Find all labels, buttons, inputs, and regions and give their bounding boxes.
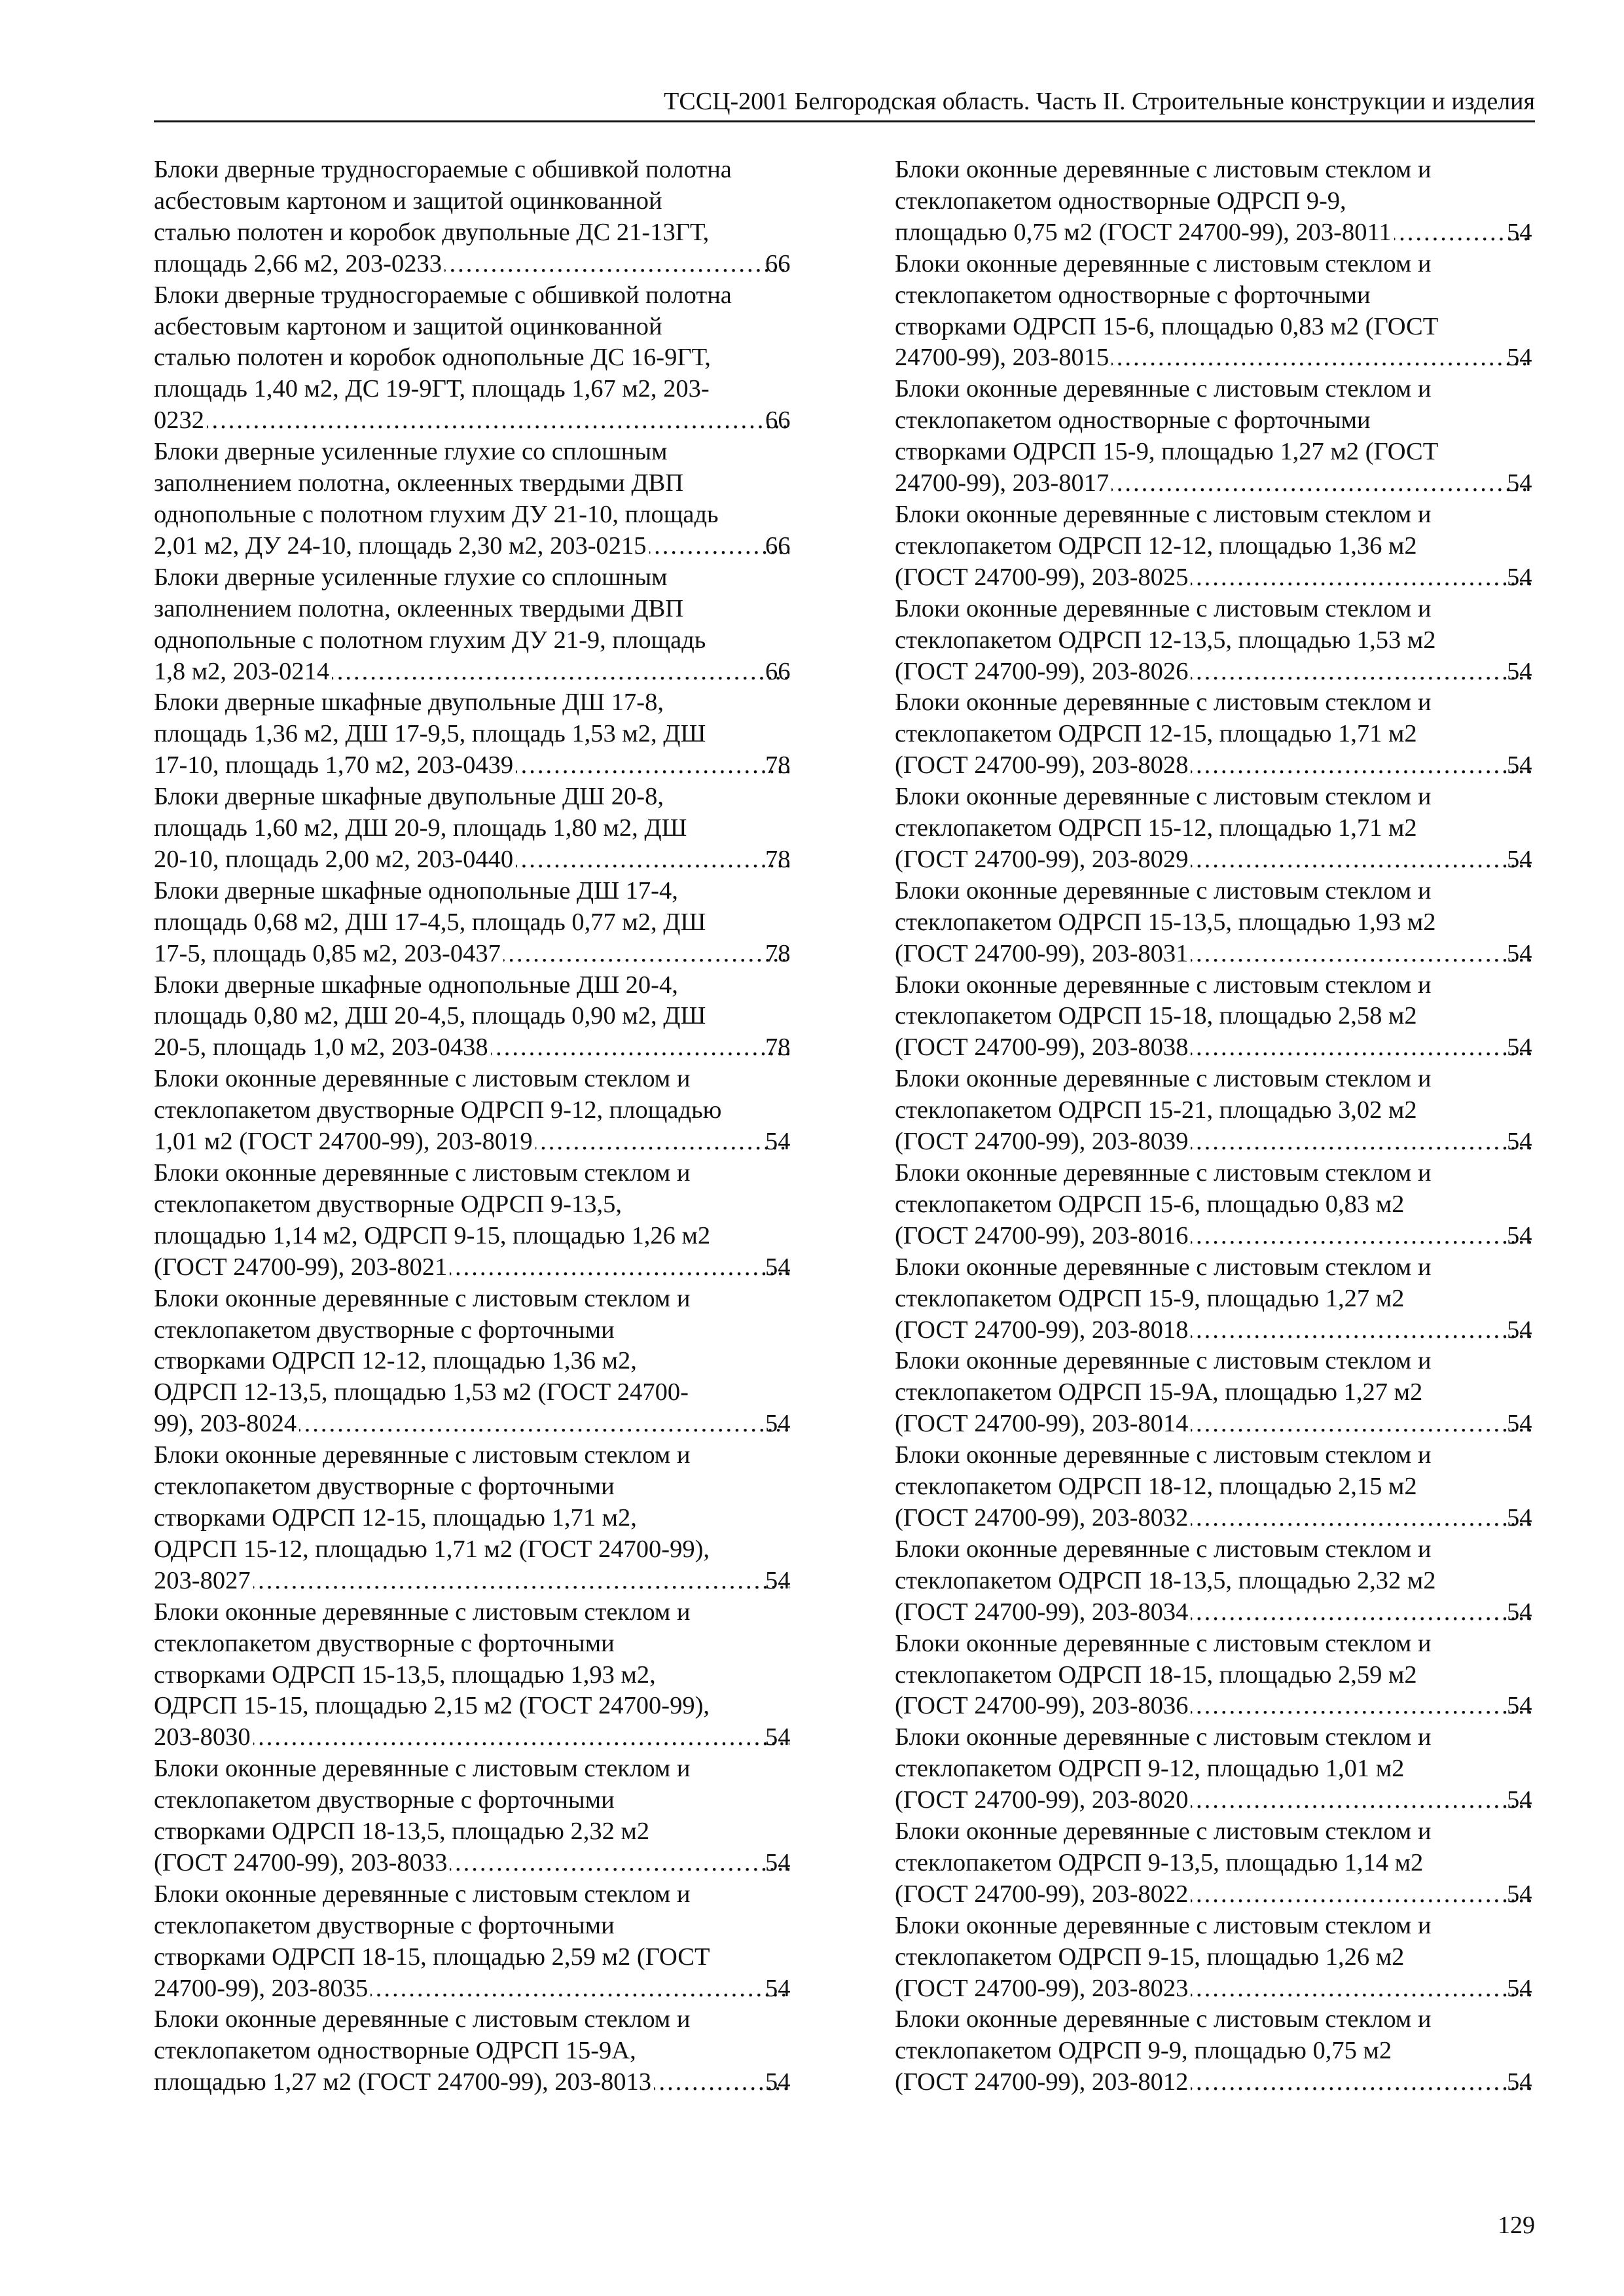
index-entry	[154, 970, 793, 1064]
index-entry-last-text: 24700-99), 203-8017	[895, 469, 1110, 497]
index-entry-line: Блоки дверные шкафные однопольные ДШ 17-4,	[154, 876, 678, 905]
index-entry-line: створками ОДРСП 12-15, площадью 1,71 м2,	[154, 1503, 637, 1532]
index-entry-last-line: (ГОСТ 24700-99), 203-8033 ..... 54	[182, 1848, 793, 1879]
index-entry-line: ОДРСП 15-12, площадью 1,71 м2 (ГОСТ 24700-99),	[154, 1535, 710, 1563]
index-entry-last-line: (ГОСТ 24700-99), 203-8021 ..... 54	[182, 1252, 793, 1283]
index-entry	[154, 437, 793, 562]
index-entry-line: Блоки оконные деревянные с листовым стеклом и	[895, 1723, 1432, 1751]
dot-leader	[332, 656, 789, 688]
index-entry-line: створками ОДРСП 15-6, площадью 0,83 м2 (ГОСТ	[895, 312, 1439, 340]
dot-leader	[1191, 1408, 1531, 1440]
index-entry	[895, 1158, 1535, 1252]
index-entry-line: Блоки оконные деревянные с листовым стеклом и	[895, 1818, 1432, 1846]
index-entry-line: стеклопакетом ОДРСП 15-9А, площадью 1,27 м2	[895, 1378, 1423, 1407]
index-entry	[895, 1346, 1535, 1440]
dot-leader	[1111, 468, 1531, 499]
index-entry	[895, 594, 1535, 688]
index-entry-line: Блоки оконные деревянные с листовым стеклом и	[895, 594, 1432, 622]
dot-leader	[450, 1252, 789, 1283]
index-entry-last-line: (ГОСТ 24700-99), 203-8028 ..... 54	[923, 750, 1535, 781]
dot-leader	[207, 405, 789, 437]
index-entry-line: стеклопакетом двустворные ОДРСП 9-12, площадью	[154, 1096, 722, 1124]
index-entry	[154, 562, 793, 688]
index-entry-line: Блоки оконные деревянные с листовым стеклом и	[154, 2005, 691, 2034]
index-entry-last-text: 99), 203-8024	[154, 1410, 297, 1438]
index-entry-line: асбестовым картоном и защитой оцинкованной	[154, 187, 662, 215]
index-entry-last-line: 20-5, площадь 1,0 м2, 203-0438 ..... 78	[182, 1032, 793, 1064]
index-entry-line: площадь 0,80 м2, ДШ 20-4,5, площадь 0,90 м2, ДШ	[154, 1002, 706, 1030]
index-entry-line: стеклопакетом ОДРСП 12-15, площадью 1,71 м2	[895, 720, 1417, 748]
index-entry-last-line: (ГОСТ 24700-99), 203-8023 ..... 54	[923, 1973, 1535, 2005]
index-entry-last-line: площадью 1,27 м2 (ГОСТ 24700-99), 203-8013 ..... 54	[182, 2067, 793, 2098]
index-entry	[154, 1597, 793, 1754]
index-column-right	[895, 154, 1535, 2098]
dot-leader	[1191, 1032, 1531, 1064]
index-entry-last-text: (ГОСТ 24700-99), 203-8039	[895, 1128, 1189, 1156]
index-entry-last-line: 203-8030 ..... 54	[182, 1722, 793, 1753]
index-entry-last-text: (ГОСТ 24700-99), 203-8021	[154, 1253, 448, 1281]
index-entry-last-text: (ГОСТ 24700-99), 203-8038	[895, 1033, 1189, 1062]
index-entry-line: стеклопакетом ОДРСП 18-13,5, площадью 2,32 м2	[895, 1566, 1436, 1594]
index-entry-line: Блоки оконные деревянные с листовым стеклом и	[895, 1065, 1432, 1093]
index-entry	[895, 1252, 1535, 1346]
index-entry	[895, 1628, 1535, 1723]
index-entry-last-line: 1,8 м2, 203-0214 ..... 66	[182, 656, 793, 688]
index-entry-line: стеклопакетом ОДРСП 15-13,5, площадью 1,93 м2	[895, 908, 1436, 936]
index-entry-line: Блоки оконные деревянные с листовым стеклом и	[154, 1065, 691, 1093]
index-entry-last-line: (ГОСТ 24700-99), 203-8036 ..... 54	[923, 1691, 1535, 1722]
index-entry-line: Блоки оконные деревянные с листовым стеклом и	[895, 1535, 1432, 1563]
index-entry-last-line: (ГОСТ 24700-99), 203-8039 ..... 54	[923, 1126, 1535, 1158]
index-entry-line: стеклопакетом двустворные ОДРСП 9-13,5,	[154, 1190, 622, 1218]
index-entry-line: Блоки дверные трудносгораемые с обшивкой полотна	[154, 281, 732, 309]
index-entry-line: стеклопакетом ОДРСП 9-12, площадью 1,01 м2	[895, 1755, 1405, 1783]
index-entry	[895, 876, 1535, 970]
index-entry-line: Блоки оконные деревянные с листовым стеклом и	[895, 783, 1432, 811]
index-entry-last-line: 99), 203-8024 ..... 54	[182, 1408, 793, 1440]
dot-leader	[1191, 1785, 1531, 1816]
index-entry-line: заполнением полотна, оклеенных твердыми ДВП	[154, 469, 684, 497]
index-entry-last-text: 24700-99), 203-8035	[154, 1974, 369, 2002]
index-entry	[154, 1064, 793, 1158]
index-entry	[895, 1064, 1535, 1158]
index-entry-last-text: (ГОСТ 24700-99), 203-8033	[154, 1848, 448, 1876]
index-entry-line: стеклопакетом ОДРСП 15-21, площадью 3,02 м2	[895, 1096, 1417, 1124]
index-entry-line: Блоки оконные деревянные с листовым стеклом и	[154, 1441, 691, 1469]
index-entry-last-text: 2,01 м2, ДУ 24-10, площадь 2,30 м2, 203-0215	[154, 531, 647, 560]
index-entry-line: Блоки оконные деревянные с листовым стеклом и	[895, 971, 1432, 999]
dot-leader	[503, 939, 789, 970]
dot-leader	[1191, 939, 1531, 970]
index-entry-line: Блоки оконные деревянные с листовым стеклом и	[895, 1441, 1432, 1469]
index-entry-line: асбестовым картоном и защитой оцинкованной	[154, 312, 662, 340]
index-entry-last-text: (ГОСТ 24700-99), 203-8018	[895, 1316, 1189, 1344]
index-entry-line: Блоки оконные деревянные с листовым стеклом и	[895, 156, 1432, 183]
index-entry	[895, 1440, 1535, 1534]
index-entry	[895, 687, 1535, 781]
index-entry-line: Блоки оконные деревянные с листовым стеклом и	[895, 375, 1432, 403]
index-entry-last-line: (ГОСТ 24700-99), 203-8034 ..... 54	[923, 1597, 1535, 1628]
index-entry	[895, 781, 1535, 876]
index-entry-last-line: (ГОСТ 24700-99), 203-8014 ..... 54	[923, 1408, 1535, 1440]
index-entry-last-text: (ГОСТ 24700-99), 203-8022	[895, 1880, 1189, 1908]
index-entry	[154, 280, 793, 437]
index-entry-last-line: (ГОСТ 24700-99), 203-8016 ..... 54	[923, 1221, 1535, 1252]
index-entry	[154, 1440, 793, 1597]
index-entry-line: площадь 1,40 м2, ДС 19-9ГТ, площадь 1,67 м2, 203-	[154, 375, 710, 403]
index-entry-last-line: (ГОСТ 24700-99), 203-8032 ..... 54	[923, 1503, 1535, 1534]
index-entry	[895, 154, 1535, 249]
index-entry	[895, 499, 1535, 594]
index-entry-line: стеклопакетом одностворные ОДРСП 15-9А,	[154, 2037, 636, 2065]
index-entry-line: стеклопакетом ОДРСП 9-13,5, площадью 1,14 м2	[895, 1848, 1424, 1876]
index-entry-last-line: 2,01 м2, ДУ 24-10, площадь 2,30 м2, 203-0215 ..... 66	[182, 531, 793, 562]
index-entry-last-text: 1,8 м2, 203-0214	[154, 657, 330, 685]
index-entry-line: стеклопакетом ОДРСП 15-12, площадью 1,71 м2	[895, 814, 1417, 842]
index-entry-line: Блоки оконные деревянные с листовым стеклом и	[895, 1347, 1432, 1375]
index-entry	[154, 1283, 793, 1441]
index-entry-last-text: 203-8027	[154, 1566, 251, 1594]
index-entry-last-text: (ГОСТ 24700-99), 203-8032	[895, 1503, 1189, 1532]
index-entry-line: Блоки оконные деревянные с листовым стеклом и	[154, 1880, 691, 1908]
index-entry-line: створками ОДРСП 15-9, площадью 1,27 м2 (ГОСТ	[895, 438, 1439, 466]
index-entry-last-text: площадью 1,27 м2 (ГОСТ 24700-99), 203-8013	[154, 2068, 651, 2096]
dot-leader	[1191, 656, 1531, 688]
dot-leader	[1191, 1221, 1531, 1252]
index-entry-last-line: 203-8027 ..... 54	[182, 1566, 793, 1597]
index-entry-last-line: 1,01 м2 (ГОСТ 24700-99), 203-8019 ..... 54	[182, 1126, 793, 1158]
index-entry	[154, 1753, 793, 1879]
dot-leader	[535, 1126, 789, 1158]
index-entry-last-line: (ГОСТ 24700-99), 203-8029 ..... 54	[923, 844, 1535, 876]
index-entry-last-text: (ГОСТ 24700-99), 203-8020	[895, 1786, 1189, 1814]
index-entry-last-text: 1,01 м2 (ГОСТ 24700-99), 203-8019	[154, 1128, 533, 1156]
index-entry-last-text: (ГОСТ 24700-99), 203-8014	[895, 1410, 1189, 1438]
index-entry-last-line: (ГОСТ 24700-99), 203-8038 ..... 54	[923, 1032, 1535, 1064]
index-entry-last-text: 20-5, площадь 1,0 м2, 203-0438	[154, 1033, 488, 1062]
dot-leader	[1191, 1879, 1531, 1910]
index-entry-line: Блоки оконные деревянные с листовым стеклом и	[154, 1284, 691, 1312]
index-entry-line: Блоки оконные деревянные с листовым стеклом и	[154, 1159, 691, 1187]
index-entry-line: стеклопакетом двустворные с форточными	[154, 1629, 615, 1657]
index-entry-last-text: 203-8030	[154, 1723, 251, 1751]
index-entry	[154, 1879, 793, 2005]
dot-leader	[299, 1408, 789, 1440]
index-entry-line: однопольные с полотном глухим ДУ 21-9, площадь	[154, 626, 706, 654]
index-entry-line: площадь 1,36 м2, ДШ 17-9,5, площадь 1,53 м2, ДШ	[154, 720, 706, 748]
index-entry-last-text: 20-10, площадь 2,00 м2, 203-0440	[154, 845, 514, 873]
index-entry-line: стеклопакетом двустворные с форточными	[154, 1316, 615, 1344]
index-entry-line: стеклопакетом ОДРСП 15-18, площадью 2,58 м2	[895, 1002, 1417, 1030]
index-entry	[895, 1534, 1535, 1628]
dot-leader	[1191, 1315, 1531, 1346]
index-entry-last-line: 20-10, площадь 2,00 м2, 203-0440 ..... 78	[182, 844, 793, 876]
index-entry-last-line: 24700-99), 203-8015 ..... 54	[923, 342, 1535, 374]
dot-leader	[1191, 1597, 1531, 1628]
index-entry-line: стеклопакетом двустворные с форточными	[154, 1911, 615, 1939]
index-entry-last-text: 17-5, площадь 0,85 м2, 203-0437	[154, 939, 501, 967]
dot-leader	[370, 1973, 789, 2005]
index-entry-line: однопольные с полотном глухим ДУ 21-10, площадь	[154, 500, 719, 528]
index-entry-last-line: 17-10, площадь 1,70 м2, 203-0439 ..... 78	[182, 750, 793, 781]
index-entry-line: Блоки оконные деревянные с листовым стеклом и	[154, 1755, 691, 1783]
index-entry-last-text: (ГОСТ 24700-99), 203-8016	[895, 1221, 1189, 1249]
index-entry-last-line: (ГОСТ 24700-99), 203-8031 ..... 54	[923, 939, 1535, 970]
index-entry-line: стеклопакетом двустворные с форточными	[154, 1786, 615, 1814]
index-entry	[895, 374, 1535, 499]
index-entry-last-text: 17-10, площадь 1,70 м2, 203-0439	[154, 751, 514, 780]
index-entry	[895, 970, 1535, 1064]
index-entry-line: Блоки оконные деревянные с листовым стеклом и	[895, 1253, 1432, 1281]
index-entry-last-text: (ГОСТ 24700-99), 203-8025	[895, 563, 1189, 591]
page-number: 129	[1498, 2212, 1535, 2239]
index-entry-line: ОДРСП 12-13,5, площадью 1,53 м2 (ГОСТ 24700-	[154, 1378, 689, 1407]
index-entry-last-text: площадью 0,75 м2 (ГОСТ 24700-99), 203-8011	[895, 218, 1392, 246]
index-entry-line: стеклопакетом ОДРСП 12-12, площадью 1,36 м2	[895, 531, 1417, 560]
index-entry-last-line: (ГОСТ 24700-99), 203-8012 ..... 54	[923, 2067, 1535, 2098]
index-entry-line: стеклопакетом двустворные с форточными	[154, 1473, 615, 1501]
index-entry	[154, 876, 793, 970]
index-entry-last-text: 24700-99), 203-8015	[895, 344, 1110, 372]
index-entry-line: стеклопакетом ОДРСП 18-12, площадью 2,15 м2	[895, 1473, 1417, 1501]
index-entry-line: Блоки дверные шкафные двупольные ДШ 20-8,	[154, 783, 664, 811]
dot-leader	[450, 1848, 789, 1879]
dot-leader	[1191, 844, 1531, 876]
dot-leader	[253, 1722, 789, 1753]
index-entry-line: Блоки оконные деревянные с листовым стеклом и	[895, 876, 1432, 905]
index-entry-line: створками ОДРСП 12-12, площадью 1,36 м2,	[154, 1347, 637, 1375]
dot-leader	[1191, 2067, 1531, 2098]
index-entry-line: стеклопакетом ОДРСП 9-9, площадью 0,75 м2	[895, 2037, 1392, 2065]
index-entry-last-text: (ГОСТ 24700-99), 203-8031	[895, 939, 1189, 967]
index-entry-last-line: (ГОСТ 24700-99), 203-8020 ..... 54	[923, 1785, 1535, 1816]
dot-leader	[1191, 1973, 1531, 2005]
index-entry-last-text: площадь 2,66 м2, 203-0233	[154, 249, 442, 278]
index-entry-line: сталью полотен и коробок однопольные ДС 16-9ГТ,	[154, 344, 711, 372]
index-entry-last-line: 24700-99), 203-8035 ..... 54	[182, 1973, 793, 2005]
dot-leader	[1191, 750, 1531, 781]
index-entry-line: заполнением полотна, оклеенных твердыми ДВП	[154, 594, 684, 622]
index-entry-line: стеклопакетом одностворные с форточными	[895, 281, 1371, 309]
index-entry-last-line: 0232 ..... 66	[182, 405, 793, 437]
index-entry-line: Блоки оконные деревянные с листовым стеклом и	[895, 249, 1432, 278]
index-entry-last-line: (ГОСТ 24700-99), 203-8026 ..... 54	[923, 656, 1535, 688]
index-entry-last-text: 0232	[154, 406, 204, 435]
index-entry-line: сталью полотен и коробок двупольные ДС 21-13ГТ,	[154, 218, 710, 246]
index-entry	[895, 249, 1535, 374]
index-entry-line: створками ОДРСП 15-13,5, площадью 1,93 м2,	[154, 1660, 656, 1689]
index-entry-line: Блоки оконные деревянные с листовым стеклом и	[895, 2005, 1432, 2034]
index-entry-last-text: (ГОСТ 24700-99), 203-8029	[895, 845, 1189, 873]
index-entry-line: Блоки оконные деревянные с листовым стеклом и	[895, 1159, 1432, 1187]
dot-leader	[1191, 1503, 1531, 1534]
index-entry-last-text: (ГОСТ 24700-99), 203-8012	[895, 2068, 1189, 2096]
index-entry-line: ОДРСП 15-15, площадью 2,15 м2 (ГОСТ 24700-99),	[154, 1692, 710, 1720]
index-entry	[154, 1158, 793, 1283]
index-entry-last-line: (ГОСТ 24700-99), 203-8018 ..... 54	[923, 1315, 1535, 1346]
index-entry	[895, 2004, 1535, 2098]
index-entry-line: Блоки дверные шкафные двупольные ДШ 17-8,	[154, 689, 664, 717]
index-entry-line: стеклопакетом одностворные ОДРСП 9-9,	[895, 187, 1346, 215]
index-entry-line: стеклопакетом одностворные с форточными	[895, 406, 1371, 435]
dot-leader	[1191, 1126, 1531, 1158]
index-entry	[895, 1722, 1535, 1816]
index-entry-line: стеклопакетом ОДРСП 12-13,5, площадью 1,53 м2	[895, 626, 1436, 654]
running-header: ТССЦ-2001 Белгородская область. Часть II. Строительные конструкции и изделия	[154, 85, 1535, 122]
index-entry-last-line: (ГОСТ 24700-99), 203-8025 ..... 54	[923, 562, 1535, 594]
dot-leader	[1111, 342, 1531, 374]
index-entry-line: Блоки оконные деревянные с листовым стеклом и	[895, 1629, 1432, 1657]
index-entry	[154, 154, 793, 280]
index-entry	[154, 781, 793, 876]
index-entry-line: Блоки оконные деревянные с листовым стеклом и	[154, 1598, 691, 1626]
index-entry	[154, 2004, 793, 2098]
index-entry-last-line: площадью 0,75 м2 (ГОСТ 24700-99), 203-8011 ..... 54	[923, 217, 1535, 249]
index-entry	[895, 1816, 1535, 1910]
index-entry-last-line: (ГОСТ 24700-99), 203-8022 ..... 54	[923, 1879, 1535, 1910]
index-entry-line: стеклопакетом ОДРСП 15-6, площадью 0,83 м2	[895, 1190, 1405, 1218]
index-entry-line: Блоки дверные усиленные глухие со сплошным	[154, 563, 668, 591]
index-entry-line: Блоки оконные деревянные с листовым стеклом и	[895, 1911, 1432, 1939]
index-entry-line: Блоки оконные деревянные с листовым стеклом и	[895, 689, 1432, 717]
index-entry-line: стеклопакетом ОДРСП 9-15, площадью 1,26 м2	[895, 1943, 1405, 1971]
index-entry-last-text: (ГОСТ 24700-99), 203-8028	[895, 751, 1189, 780]
dot-leader	[491, 1032, 789, 1064]
index-entry-line: площадь 1,60 м2, ДШ 20-9, площадь 1,80 м2, ДШ	[154, 814, 687, 842]
index-entry	[895, 1910, 1535, 2005]
dot-leader	[516, 844, 789, 876]
dot-leader	[1191, 562, 1531, 594]
index-entry-last-line: площадь 2,66 м2, 203-0233 ..... 66	[182, 249, 793, 280]
index-entry-last-text: (ГОСТ 24700-99), 203-8023	[895, 1974, 1189, 2002]
dot-leader	[516, 750, 789, 781]
index-entry-last-text: (ГОСТ 24700-99), 203-8026	[895, 657, 1189, 685]
index-entry-line: Блоки дверные шкафные однопольные ДШ 20-4,	[154, 971, 678, 999]
index-entry-line: створками ОДРСП 18-15, площадью 2,59 м2 (ГОСТ	[154, 1943, 710, 1971]
index-entry-last-line: 24700-99), 203-8017 ..... 54	[923, 468, 1535, 499]
index-entry-line: стеклопакетом ОДРСП 15-9, площадью 1,27 м2	[895, 1284, 1405, 1312]
index-entry-line: площадь 0,68 м2, ДШ 17-4,5, площадь 0,77 м2, ДШ	[154, 908, 706, 936]
index-entry-line: Блоки дверные усиленные глухие со сплошным	[154, 438, 668, 466]
index-entry-line: створками ОДРСП 18-13,5, площадью 2,32 м2	[154, 1818, 650, 1846]
dot-leader	[444, 249, 789, 280]
index-column-left	[154, 154, 793, 2098]
index-entry-line: Блоки дверные трудносгораемые с обшивкой полотна	[154, 156, 732, 183]
index-entry-last-line: 17-5, площадь 0,85 м2, 203-0437 ..... 78	[182, 939, 793, 970]
index-entry-line: площадью 1,14 м2, ОДРСП 9-15, площадью 1,26 м2	[154, 1221, 711, 1249]
index-entry-line: стеклопакетом ОДРСП 18-15, площадью 2,59 м2	[895, 1660, 1417, 1689]
dot-leader	[253, 1566, 789, 1597]
index-entry-line: Блоки оконные деревянные с листовым стеклом и	[895, 500, 1432, 528]
index-entry-last-text: (ГОСТ 24700-99), 203-8036	[895, 1692, 1189, 1720]
index-entry-last-text: (ГОСТ 24700-99), 203-8034	[895, 1598, 1189, 1626]
index-entry	[154, 687, 793, 781]
dot-leader	[1191, 1691, 1531, 1722]
